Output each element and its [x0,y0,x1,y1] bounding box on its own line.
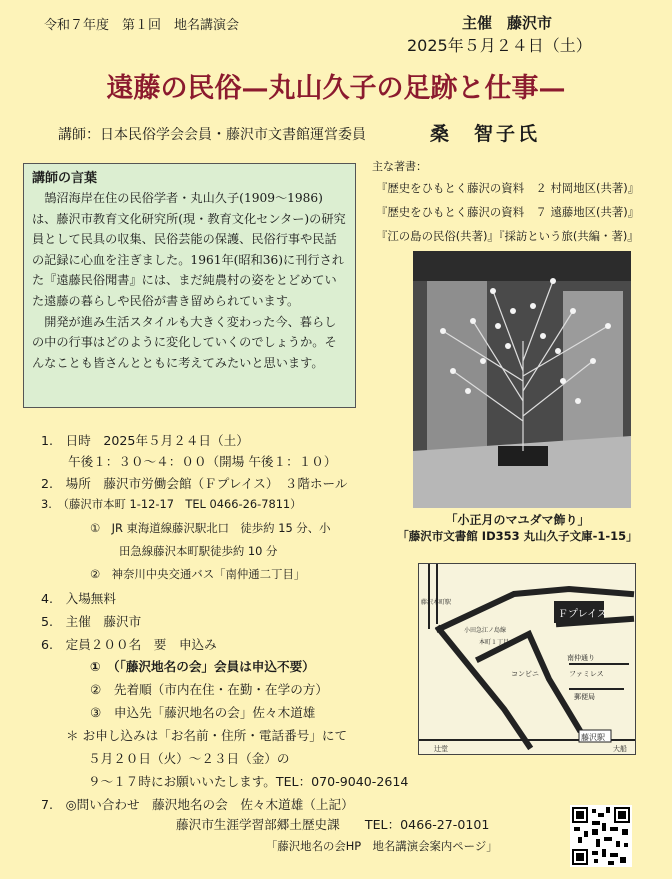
qr-code[interactable] [570,805,632,867]
map-station-label: 藤沢駅 [581,733,605,742]
message-paragraph-2: 開発が進み生活スタイルも大きく変わった今、暮らしの中の行事はどのように変化していくのでしょうか。そんなことも皆さんとともに考えてみたいと思います。 [32,314,337,370]
map-tsuji-label: 辻堂 [434,745,448,753]
book-item: 『江の島の民俗(共著)』『採訪という旅(共編・著)』 [376,229,639,243]
map-post-label: 郵便局 [574,693,595,701]
book-item: 『歴史をひもとく藤沢の資料 ２ 村岡地区(共著)』 [376,181,640,195]
info-organizer: 5. 主催 藤沢市 [41,614,142,629]
map-daini-label: 大船 [613,745,627,753]
info-venue: 2. 場所 藤沢市労働会館（Ｆプレイス） ３階ホール [41,476,348,491]
books-label: 主な著書： [372,160,427,173]
map-minaminaka-label: 南仲通り [567,654,595,662]
info-address: 3. （藤沢市本町 1-12-17 TEL 0466-26-7811） [41,497,302,511]
info-apply-note-2: ５月２０日（火）～２３日（金）の [88,751,290,766]
info-apply-to: ③ 申込先「藤沢地名の会」佐々木道雄 [90,705,316,720]
photo-caption: 「小正月のマユダマ飾り」 [445,513,590,527]
page-title: 遠藤の民俗—丸山久子の足跡と仕事— [106,73,566,104]
info-first-come: ② 先着順（市内在住・在勤・在学の方） [90,682,328,697]
info-hp-link[interactable]: 「藤沢地名の会HP 地名講演会案内ページ」 [266,839,498,853]
photo-credit: 「藤沢市文書館 ID353 丸山久子文庫-1-15」 [397,529,638,543]
info-apply-note-1: ＊ お申し込みは「お名前・住所・電話番号」にて [66,728,348,743]
qr-code-graphic [570,805,632,867]
info-access-train: ① JR 東海道線藤沢駅北口 徒歩約 15 分、小 [90,521,331,535]
info-admission: 4. 入場無料 [41,591,116,606]
lecturer-message-box [23,163,356,408]
event-label: 令和７年度 第１回 地名講演会 [44,18,240,33]
map-fplace-label: Ｆプレイス [558,609,607,620]
map-street-label: 本町１丁目 [479,639,510,646]
event-date: 2025年５月２４日（土） [407,36,592,55]
access-map [418,563,636,755]
map-graphic [419,564,635,754]
map-family-label: ファミレス [569,670,604,678]
book-item: 『歴史をひもとく藤沢の資料 ７ 遠藤地区(共著)』 [376,205,640,219]
lecturer-role: 講師：日本民俗学会会員・藤沢市文書館運営委員 [58,127,366,143]
message-paragraph-1: 鵠沼海岸在住の民俗学者・丸山久子(1909～1986)は、藤沢市教育文化研究所(現・教育文化センター)の研究員として民具の収集、民俗芸能の保護、民俗行事や民話の記録に心血を注ぎました。1961年(昭和36)に刊行された『遠藤民俗聞書』には、まだ純農村の姿をとどめていた遠藤の暮らしや民俗が書き留められています。 [32,191,346,308]
lecturer-name: 桑 智子氏 [430,123,541,145]
info-contact-dept: 藤沢市生涯学習部郷土歴史課 TEL：0466-27-0101 [176,817,490,832]
mayudama-photo [413,251,631,508]
host-label: 主催 藤沢市 [462,14,553,32]
info-contact: 7. ◎問い合わせ 藤沢地名の会 佐々木道雄（上記） [41,797,354,812]
map-conv-label: コンビニ [511,670,539,678]
mayudama-illustration [413,251,631,508]
info-access-train-2: 田急線藤沢本町駅徒歩約 10 分 [119,544,278,558]
info-datetime: 1. 日時 2025年５月２４日（土） [41,433,249,448]
info-member-note: ① （「藤沢地名の会」会員は申込不要） [90,659,315,674]
map-road1-label: 藤沢本町駅 [421,599,452,606]
info-time: 午後１：３０～４：００（開場 午後１：１０） [68,454,337,469]
map-road2-label: 小田急江ノ島線 [464,627,507,634]
info-apply-note-3: ９～１７時にお願いいたします。TEL：070-9040-2614 [88,774,409,789]
info-capacity: 6. 定員２００名 要 申込み [41,637,217,652]
message-heading: 講師の言葉 [32,171,98,186]
info-access-bus: ② 神奈川中央交通バス「南仲通二丁目」 [90,567,306,581]
